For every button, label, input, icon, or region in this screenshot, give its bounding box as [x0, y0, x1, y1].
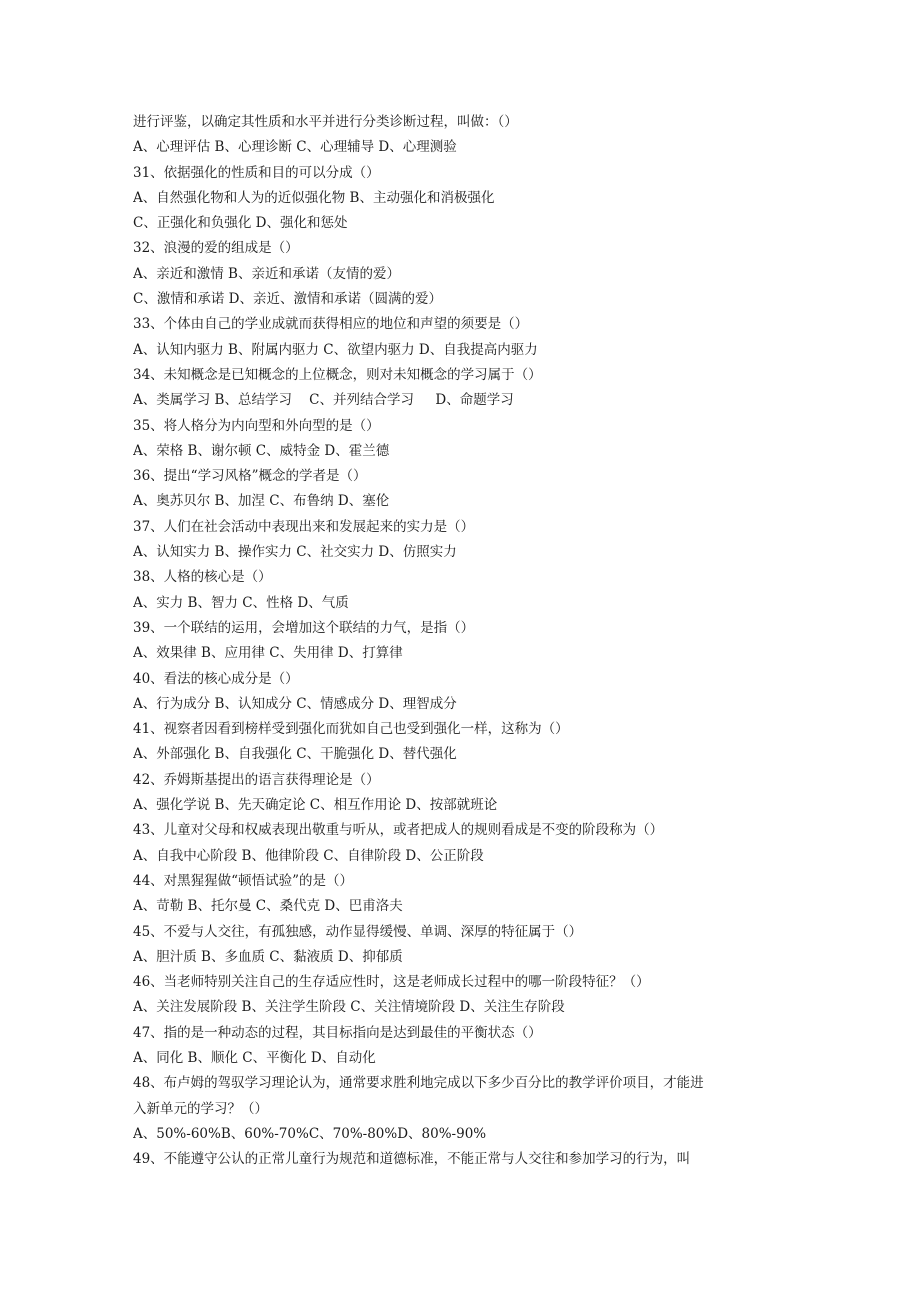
- answer-options: A、认知实力 B、操作实力 C、社交实力 D、仿照实力: [133, 544, 457, 561]
- answer-options: C、正强化和负强化 D、强化和惩处: [133, 215, 348, 232]
- answer-options: A、实力 B、智力 C、性格 D、气质: [133, 594, 349, 611]
- answer-options: A、亲近和激情 B、亲近和承诺（友情的爱）: [133, 265, 400, 282]
- question-47: 47、指的是一种动态的过程，其目标指向是达到最佳的平衡状态（）: [133, 1024, 542, 1041]
- question-46: 46、当老师特别关注自己的生存适应性时，这是老师成长过程中的哪一阶段特征？（）: [133, 974, 650, 991]
- question-37: 37、人们在社会活动中表现出来和发展起来的实力是（）: [133, 518, 475, 535]
- answer-options: A、关注发展阶段 B、关注学生阶段 C、关注情境阶段 D、关注生存阶段: [133, 999, 565, 1016]
- answer-options: A、外部强化 B、自我强化 C、干脆强化 D、替代强化: [133, 746, 457, 763]
- answer-options: A、效果律 B、应用律 C、失用律 D、打算律: [133, 645, 403, 662]
- question-35: 35、将人格分为内向型和外向型的是（）: [133, 417, 380, 434]
- text-line: 进行评鉴，以确定其性质和水平并进行分类诊断过程，叫做：（）: [133, 114, 518, 130]
- question-33: 33、个体由自己的学业成就而获得相应的地位和声望的须要是（）: [133, 316, 529, 333]
- answer-options: A、自我中心阶段 B、他律阶段 C、自律阶段 D、公正阶段: [133, 847, 484, 864]
- answer-options: A、认知内驱力 B、附属内驱力 C、欲望内驱力 D、自我提高内驱力: [133, 341, 538, 358]
- answer-options: A、类属学习 B、总结学习 C、并列结合学习 D、命题学习: [133, 392, 514, 409]
- question-39: 39、一个联结的运用，会增加这个联结的力气，是指（）: [133, 619, 475, 636]
- answer-options: A、苛勒 B、托尔曼 C、桑代克 D、巴甫洛夫: [133, 898, 403, 915]
- answer-options: A、自然强化物和人为的近似强化物 B、主动强化和消极强化: [133, 189, 495, 206]
- answer-options: A、心理评估 B、心理诊断 C、心理辅导 D、心理测验: [133, 139, 457, 156]
- question-49: 49、不能遵守公认的正常儿童行为规范和道德标准，不能正常与人交往和参加学习的行为，叫: [133, 1151, 691, 1168]
- question-43: 43、儿童对父母和权威表现出敬重与听从，或者把成人的规则看成是不变的阶段称为（）: [133, 822, 664, 839]
- answer-options: A、50%-60%B、60%-70%C、70%-80%D、80%-90%: [133, 1125, 487, 1142]
- answer-options: A、荣格 B、谢尔顿 C、威特金 D、霍兰德: [133, 442, 390, 459]
- answer-options: A、同化 B、顺化 C、平衡化 D、自动化: [133, 1049, 376, 1066]
- answer-options: C、激情和承诺 D、亲近、激情和承诺（圆满的爱）: [133, 291, 442, 308]
- question-44: 44、对黑猩猩做“顿悟试验”的是（）: [133, 872, 353, 889]
- question-36: 36、提出“学习风格”概念的学者是（）: [133, 468, 367, 485]
- question-38: 38、人格的核心是（）: [133, 569, 272, 586]
- answer-options: A、奥苏贝尔 B、加涅 C、布鲁纳 D、塞伦: [133, 493, 390, 510]
- answer-options: A、行为成分 B、认知成分 C、情感成分 D、理智成分: [133, 695, 457, 712]
- question-31: 31、依据强化的性质和目的可以分成（）: [133, 164, 380, 181]
- answer-options: A、胆汁质 B、多血质 C、黏液质 D、抑郁质: [133, 948, 403, 965]
- question-34: 34、未知概念是已知概念的上位概念，则对未知概念的学习属于（）: [133, 366, 542, 383]
- question-48: 48、布卢姆的驾驭学习理论认为，通常要求胜利地完成以下多少百分比的教学评价项目，才能进: [133, 1075, 704, 1092]
- answer-options: A、强化学说 B、先天确定论 C、相互作用论 D、按部就班论: [133, 797, 498, 814]
- question-48-continued: 入新单元的学习？（）: [133, 1100, 268, 1117]
- document-page: [133, 110, 793, 1172]
- question-42: 42、乔姆斯基提出的语言获得理论是（）: [133, 771, 380, 788]
- question-41: 41、视察者因看到榜样受到强化而犹如自己也受到强化一样，这称为（）: [133, 721, 569, 738]
- question-32: 32、浪漫的爱的组成是（）: [133, 240, 299, 257]
- question-45: 45、不爱与人交往，有孤独感，动作显得缓慢、单调、深厚的特征属于（）: [133, 923, 583, 940]
- question-40: 40、看法的核心成分是（）: [133, 670, 299, 687]
